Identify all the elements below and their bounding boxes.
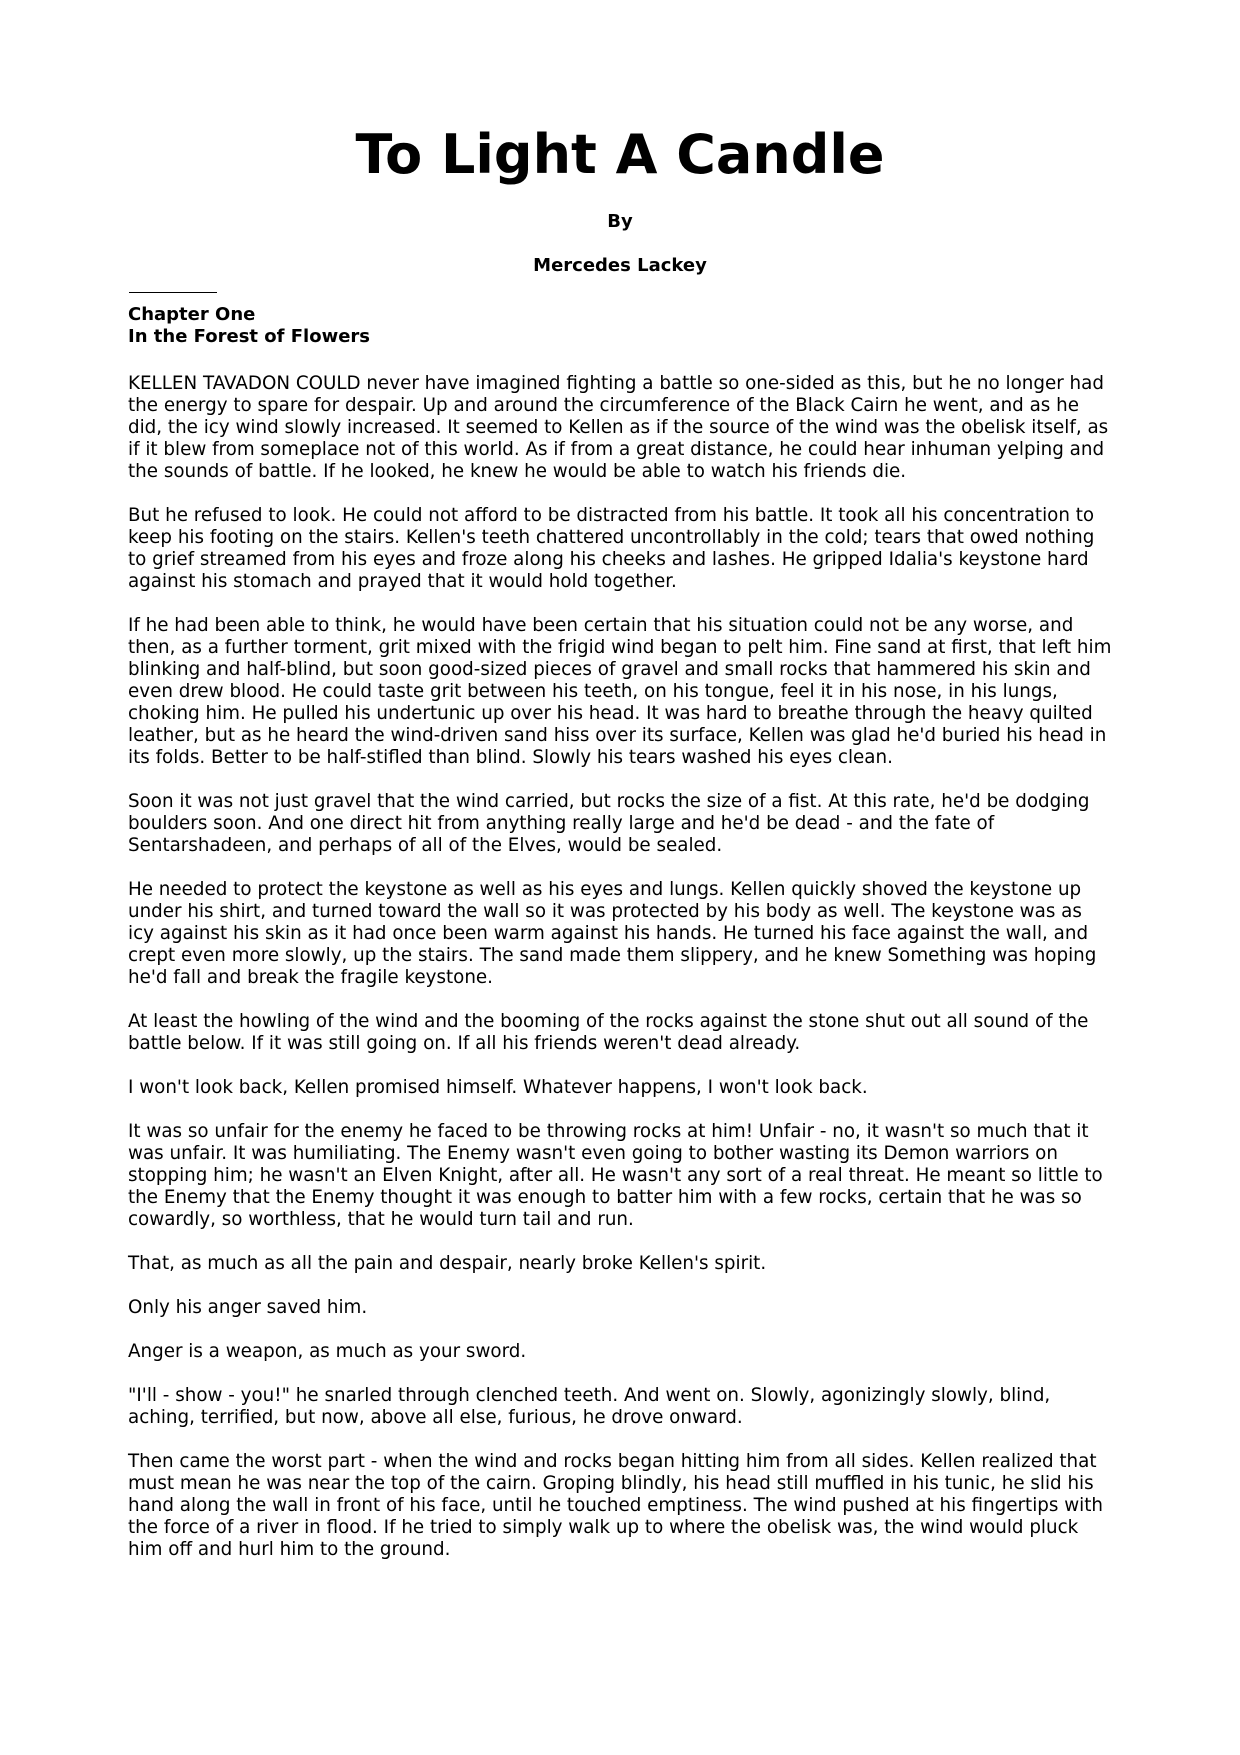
- paragraph: Then came the worst part - when the wind and rocks began hitting him from all sides. Kellen realized that must mean he was near the top of the cairn. Groping blindly, his head still muffled in his tunic, he slid his hand along the wall in front of his face, until he touched emptiness. The wind pushed at his fingertips with the force of a river in flood. If he tried to simply walk up to where the obelisk was, the wind would pluck him off and hurl him to the ground.: [128, 1451, 1104, 1560]
- author-name: Mercedes Lackey: [533, 255, 707, 276]
- paragraph: If he had been able to think, he would have been certain that his situation could not be any worse, and then, as a further torment, grit mixed with the frigid wind began to pelt him. Fine sand at first, that left him blinking and half-blind, but soon good-sized pieces of gravel and small rocks that hammered his skin and even drew blood. He could taste grit between his teeth, on his tongue, feel it in his nose, in his lungs, choking him. He pulled his undertunic up over his head. It was hard to breathe through the heavy quilted leather, but as he heard the wind-driven sand hiss over its surface, Kellen was glad he'd buried his head in its folds. Better to be half-stifled than blind. Slowly his tears washed his eyes clean.: [128, 615, 1112, 768]
- by-label: By: [607, 211, 633, 232]
- chapter-title: In the Forest of Flowers: [128, 326, 370, 347]
- paragraph: It was so unfair for the enemy he faced to be throwing rocks at him! Unfair - no, it wasn't so much that it was unfair. It was humiliating. The Enemy wasn't even going to bother wasting its Demon warriors on stopping him; he wasn't an Elven Knight, after all. He wasn't any sort of a real threat. He meant so little to the Enemy that the Enemy thought it was enough to batter him with a few rocks, certain that he was so cowardly, so worthless, that he would turn tail and run.: [128, 1121, 1103, 1230]
- paragraph: Soon it was not just gravel that the wind carried, but rocks the size of a fist. At this rate, he'd be dodging boulders soon. And one direct hit from anything really large and he'd be dead - and the fate of Sentarshadeen, and perhaps of all of the Elves, would be sealed.: [128, 791, 1090, 856]
- section-divider: [129, 292, 217, 293]
- paragraph: Anger is a weapon, as much as your sword.: [128, 1341, 527, 1362]
- chapter-heading: [128, 304, 1112, 348]
- paragraph: That, as much as all the pain and despair, nearly broke Kellen's spirit.: [128, 1253, 767, 1274]
- paragraph: I won't look back, Kellen promised himself. Whatever happens, I won't look back.: [128, 1077, 868, 1098]
- paragraph: At least the howling of the wind and the booming of the rocks against the stone shut out all sound of the battle below. If it was still going on. If all his friends weren't dead already.: [128, 1011, 1089, 1054]
- chapter-body: [128, 373, 1112, 1583]
- book-title: To Light A Candle: [355, 123, 885, 186]
- paragraph: Only his anger saved him.: [128, 1297, 368, 1318]
- chapter-number: Chapter One: [128, 304, 256, 325]
- paragraph: But he refused to look. He could not afford to be distracted from his battle. It took all his concentration to keep his footing on the stairs. Kellen's teeth chattered uncontrollably in the cold; tears that owed nothing to grief streamed from his eyes and froze along his cheeks and lashes. He gripped Idalia's keystone hard against his stomach and prayed that it would hold together.: [128, 505, 1095, 592]
- paragraph: KELLEN TAVADON COULD never have imagined fighting a battle so one-sided as this, but he no longer had the energy to spare for despair. Up and around the circumference of the Black Cairn he went, and as he did, the icy wind slowly increased. It seemed to Kellen as if the source of the wind was the obelisk itself, as if it blew from someplace not of this world. As if from a great distance, he could hear inhuman yelping and the sounds of battle. If he looked, he knew he would be able to watch his friends die.: [128, 373, 1109, 482]
- paragraph: "I'll - show - you!" he snarled through clenched teeth. And went on. Slowly, agonizingly slowly, blind, aching, terrified, but now, above all else, furious, he drove onward.: [128, 1385, 1051, 1428]
- paragraph: He needed to protect the keystone as well as his eyes and lungs. Kellen quickly shoved the keystone up under his shirt, and turned toward the wall so it was protected by his body as well. The keystone was as icy against his skin as it had once been warm against his hands. He turned his face against the wall, and crept even more slowly, up the stairs. The sand made them slippery, and he knew Something was hoping he'd fall and break the fragile keystone.: [128, 879, 1097, 988]
